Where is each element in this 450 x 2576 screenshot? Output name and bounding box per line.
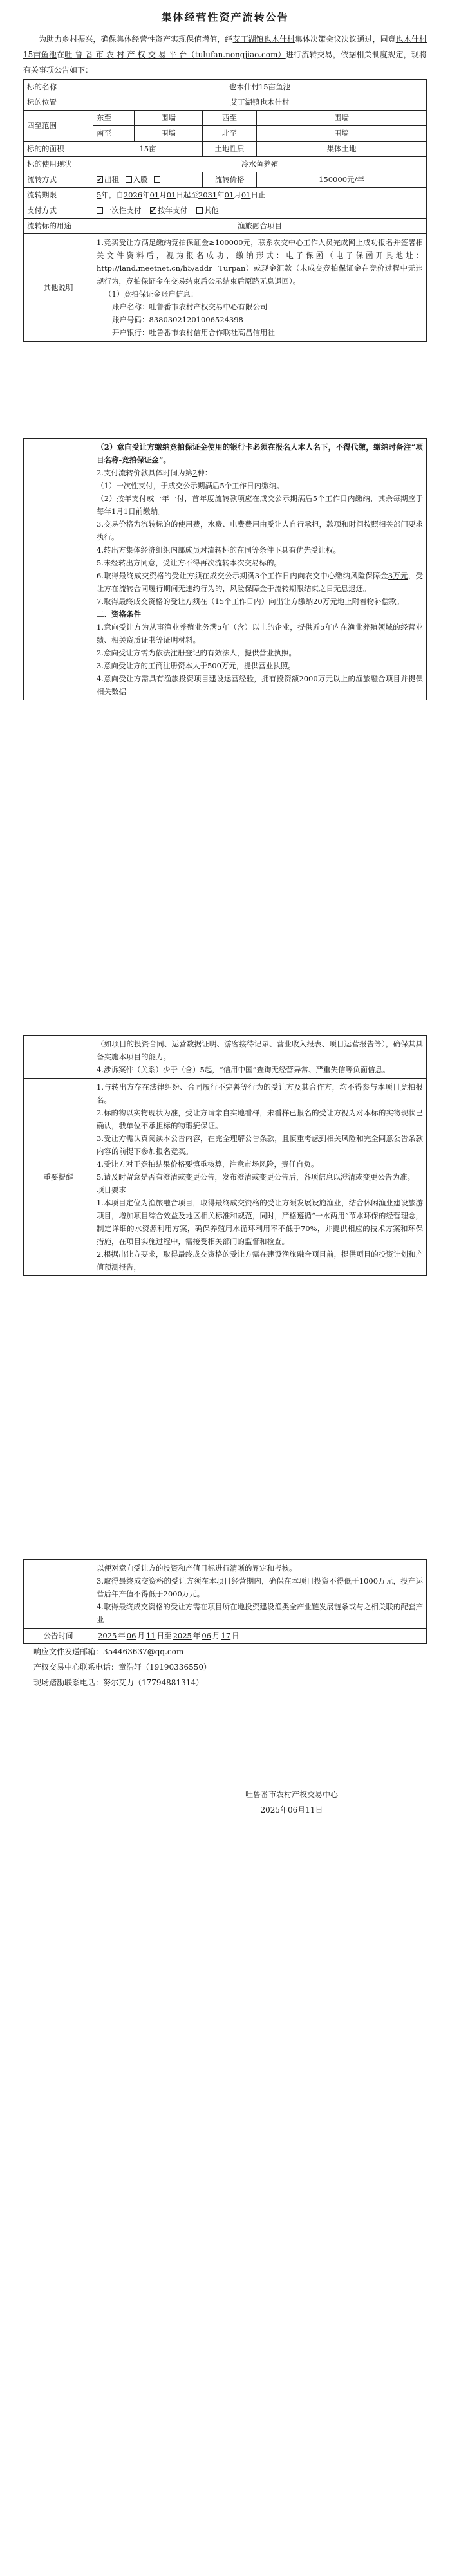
asset-table [23,79,427,342]
period-year-unit: 年 [142,190,150,199]
account-number: 账户号码：8380302120100652439​8 [112,315,243,324]
notice-title: 集体经营性资产流转公告 [161,11,289,23]
account-name: 账户名称：吐鲁番市农村产权交易中心有限公司 [112,302,268,311]
pay-yearly-label: 按年支付 [158,206,188,215]
period-text-e: 日止 [250,190,266,199]
note-2: （2）意向受让方缴纳竞拍保证金使用的银行卡必须在报名人本人名下，不得代缴，缴纳时备注“项目名称-竞拍保证金”。 [97,443,423,464]
note-3-2-day: 1 [123,507,129,516]
notice-from-year: 2025 [98,1631,117,1640]
area-value: 15亩 [93,142,203,157]
transfer-label: 流转方式 [24,172,93,188]
requirements-continued [93,1560,427,1629]
purpose-label: 流转标的用途 [24,219,93,234]
period-from-day: 01 [166,190,176,199]
contact-block [23,1644,427,1690]
land-nature-label: 土地性质 [203,142,257,157]
qualification-2: 2.意向受让方需为依法注册登记的有效法人，提供营业执照。 [97,648,296,657]
other-notes [93,234,427,342]
qualification-5: 4.涉诉案件（关系）少于（含）5起，“信用中国”查询无经营异常、严重失信等负面信息。 [97,1065,390,1074]
price-label: 流转价格 [203,172,257,188]
period-to-day: 01 [241,190,251,199]
contact-site-phone: 现场踏勘联系电话：努尔艾力（17794881314） [33,1678,203,1687]
issuing-organization: 吐鲁番市农村产权交易中心 [245,1790,338,1799]
qualification-4-continued: （如项目的投资合同、运营数据证明、游客接待记录、营业收入报表、项目运营报告等），确保其具备实施本项目的能力。 [97,1039,423,1061]
note-8a: 7.取得最终成交资格的受让方须在（15个工作日内）向出让方缴纳 [97,597,314,606]
note-3-2-month: 1 [111,507,117,516]
important-2: 2.标的物以实物现状为准，受让方请亲自实地看样，未看样已报名的受让方视为对本标的实物现状已确认，我单位不承担标的物瑕疵保证。 [97,1108,423,1130]
period-to-month: 01 [224,190,234,199]
requirement-2-continued: 以便对意向受让方的投资和产值目标进行清晰的界定和考核。 [97,1564,297,1573]
note-3a: 2.支付流转价款具体时间为第 [97,468,192,477]
north-value: 围墙 [257,126,427,142]
notice-year-unit-2: 年 [192,1631,201,1640]
contact-center-phone: 产权交易中心联系电话：童浩轩（19190336550） [33,1663,211,1672]
west-value: 围墙 [257,111,427,126]
intro-text-c: 在 [57,50,65,59]
note-3-1: （1）一次性支付，于成交公示期满后5个工作日内缴纳。 [97,481,284,490]
other-label: 其他说明 [24,234,93,342]
period-month-unit-2: 月 [234,190,241,199]
pay-options [93,203,427,219]
note-4: 3.交易价格为流转标的的使用费，水费、电费费用由受让人自行承担，款项和时间按照相关部门要求执行。 [97,520,423,542]
notice-month-unit-2: 月 [212,1631,220,1640]
important-1: 1.与转出方存在法律纠纷、合同履行不完善等行为的受让方及其合作方，均不得参与本项目竞拍报名。 [97,1082,423,1104]
period-from-year: 2026 [123,190,143,199]
notice-to-month: 06 [202,1631,211,1640]
lease-checkbox [97,176,103,183]
price-value: 150000元/年 [257,172,427,188]
note-1b: ，联系农交中心工作人员完成网上成功报名并签署相关文件资料后，视为报名成功，缴纳形式：电子保函（电子保函开具地址：http://land.meetnet.cn/h5/addr=Turpan）或现金汇款（未成交竞拍保证金在竞价过程中无违规行为，竞拍保证金在交易结束后公示结束后原路无息退回）。 [97,238,423,286]
pay-other-checkbox [196,207,203,214]
period-to-year: 2031 [198,190,218,199]
area-label: 标的的面积 [24,142,93,157]
note-6: 5.未经转出方同意，受让方不得再次流转本次交易标的。 [97,558,281,567]
requirements-continued-label [24,1560,93,1629]
note-7b: ，受让方在流转合同履行期间无违约行为的，风险保障金于流转期限结束之日无息退还。 [97,571,423,593]
boundary-label: 四至范围 [24,111,93,142]
requirement-3: 3.取得最终成交资格的受让方须在本项目经营期内，确保在本项目投资不得低于1000万元，投产运营后年产值不得低于2000万元。 [97,1576,423,1598]
intro-text-b: 集体决策会议决议通过，同意 [295,35,396,44]
transfer-options [93,172,203,188]
east-value: 围墙 [135,111,203,126]
purpose-value: 渔旅融合项目 [93,219,427,234]
land-nature-value: 集体土地 [257,142,427,157]
share-label: 入股 [133,175,148,184]
other-transfer-checkbox [154,176,160,183]
note-3-2c: 日前缴纳。 [128,507,165,516]
period-value [93,188,427,203]
qualification-3: 3.意向受让方的工商注册资本大于500万元，提供营业执照。 [97,661,295,670]
important-5: 5.请及时留意是否有澄清或变更公告，发布澄清或变更公告后，各项信息以澄清或变更公告为准。 [97,1173,415,1182]
note-7a: 6.取得最终成交资格的受让方须在成交公示期满3个工作日内向农交中心缴纳风险保障金 [97,571,388,580]
intro-text-d: 进行流转交易，依据相关制度规定，现将有关事项公告如下： [23,50,427,75]
notice-month-unit: 月 [137,1631,145,1640]
compensation-amount: 20万元 [313,597,337,606]
notes-continued [93,439,427,700]
risk-deposit: 3万元 [388,571,408,580]
south-label: 南至 [93,126,135,142]
name-label: 标的名称 [24,80,93,95]
requirement-4: 4.取得最终成交资格的受让方需在项目所在地投资建设渔类全产业链发展链条或与之相关联的配套产业 [97,1602,423,1624]
qual-continued [93,1036,427,1079]
important-notes [93,1079,427,1276]
qualification-heading: 二、资格条件 [97,610,141,619]
period-year-unit-2: 年 [217,190,225,199]
use-value: 冷水鱼养殖 [93,157,427,172]
important-4: 4.受让方对于竞拍结果价格要慎重核算，注意市场风险，责任自负。 [97,1160,319,1169]
notice-day-end: 日 [232,1631,239,1640]
important-3: 3.受让方需认真阅读本公告内容，在完全理解公告条款，且慎重考虑到相关风险和完全同意公告条款内容的前提下参加报名竞买。 [97,1134,423,1156]
lease-label: 出租 [104,175,119,184]
north-label: 北至 [203,126,257,142]
signature-block [23,1787,427,1818]
notes-continued-table [23,438,427,700]
intro-party: 艾丁湖镇也木什村 [232,35,295,44]
account-heading: （1）竞拍保证金账户信息： [104,289,198,298]
requirement-2: 2.根据出让方要求，取得最终成交资格的受让方需在建设渔旅融合项目前，提供项目的投资计划和产值预测报告， [97,1250,423,1272]
period-text-a: 年，自 [101,190,124,199]
pay-yearly-checkbox [150,207,156,214]
location-label: 标的位置 [24,95,93,111]
intro-asset: 也木什村15亩鱼池 [23,35,427,59]
note-3-2a: （2）按年支付或一年一付，首年度流转款项应在成交公示期满后5个工作日内缴纳，其余每期应于每年 [97,494,423,516]
notes-continued-label [24,439,93,700]
pay-once-label: 一次性支付 [104,206,142,215]
period-label: 流转期限 [24,188,93,203]
note-3b: 种： [197,468,212,477]
qualification-1: 1.意向受让方为从事渔业养殖业务满5年（含）以上的企业，提供近5年内在渔业养殖领域的经营业绩、相关资质证书等证明材料。 [97,623,423,644]
intro-platform-url: （tulufan.nongjiao.com） [187,50,286,59]
name-value: 也木什村15亩鱼池 [93,80,427,95]
notice-year-unit: 年 [118,1631,126,1640]
note-1a: 1.竞买受让方满足缴纳竞拍保证金≥ [97,238,215,247]
notice-time-value [93,1629,427,1644]
pay-other-label: 其他 [203,206,219,215]
location-value: 艾丁湖镇也木什村 [93,95,427,111]
notice-intro [23,32,427,78]
use-label: 标的使用现状 [24,157,93,172]
east-label: 东至 [93,111,135,126]
pay-once-checkbox [97,207,103,214]
intro-text-a: 为助力乡村振兴，确保集体经营性资产实现保值增值，经 [39,35,233,44]
period-from-month: 01 [149,190,160,199]
notice-time-label: 公告时间 [24,1629,93,1644]
qual-continued-label [24,1036,93,1079]
period-month-unit: 月 [159,190,167,199]
notice-from-day: 11 [145,1631,156,1640]
project-requirements-heading: 项目要求 [97,1185,126,1194]
deposit-amount: 100000元 [214,238,251,247]
payment-option: 2 [192,468,198,477]
requirement-1: 1.本项目定位为渔旅融合项目，取得最终成交资格的受让方须发展设施渔业，结合休闲渔业建设旅游项目，增加项目综合效益及地区相关标准和规范，同时，严格遵循“一水两用”节水环保的经营理念，制定详细的水资源利用方案，确保养殖用水循环利用率不低于70%，并提供相应的技术方案和环保措施，在项目实施过程中，需接受相关部门的监督和检查。 [97,1198,423,1246]
contact-email: 响应文件发送邮箱：354463637@qq.com [33,1647,184,1656]
period-years: 5 [97,190,102,199]
account-bank: 开户银行：吐鲁番市农村信用合作联社高昌信用社 [112,328,275,337]
south-value: 围墙 [135,126,203,142]
notice-to-year: 2025 [173,1631,192,1640]
share-checkbox [126,176,132,183]
important-table [23,1035,427,1276]
intro-platform-name: 吐 鲁 番 市 农 村 产 权 交 易 平 台 [64,50,187,59]
issue-date: 2025年06月11日 [260,1805,323,1814]
notice-to-day: 17 [221,1631,231,1640]
notice-from-month: 06 [126,1631,136,1640]
notice-day-to: 日至 [156,1631,172,1640]
final-table [23,1559,427,1644]
important-label: 重要提醒 [24,1079,93,1276]
note-5: 4.转出方集体经济组织内部成员对流转标的在同等条件下具有优先受让权。 [97,545,341,554]
pay-label: 支付方式 [24,203,93,219]
note-3-2b: 月 [116,507,124,516]
west-label: 西至 [203,111,257,126]
qualification-4: 4.意向受让方需具有渔旅投资项目建设运营经验，拥有投资额2000万元以上的渔旅融合项目并提供相关数据 [97,674,423,696]
period-text-d: 日起至 [176,190,198,199]
note-8b: 地上附着物补偿款。 [337,597,404,606]
